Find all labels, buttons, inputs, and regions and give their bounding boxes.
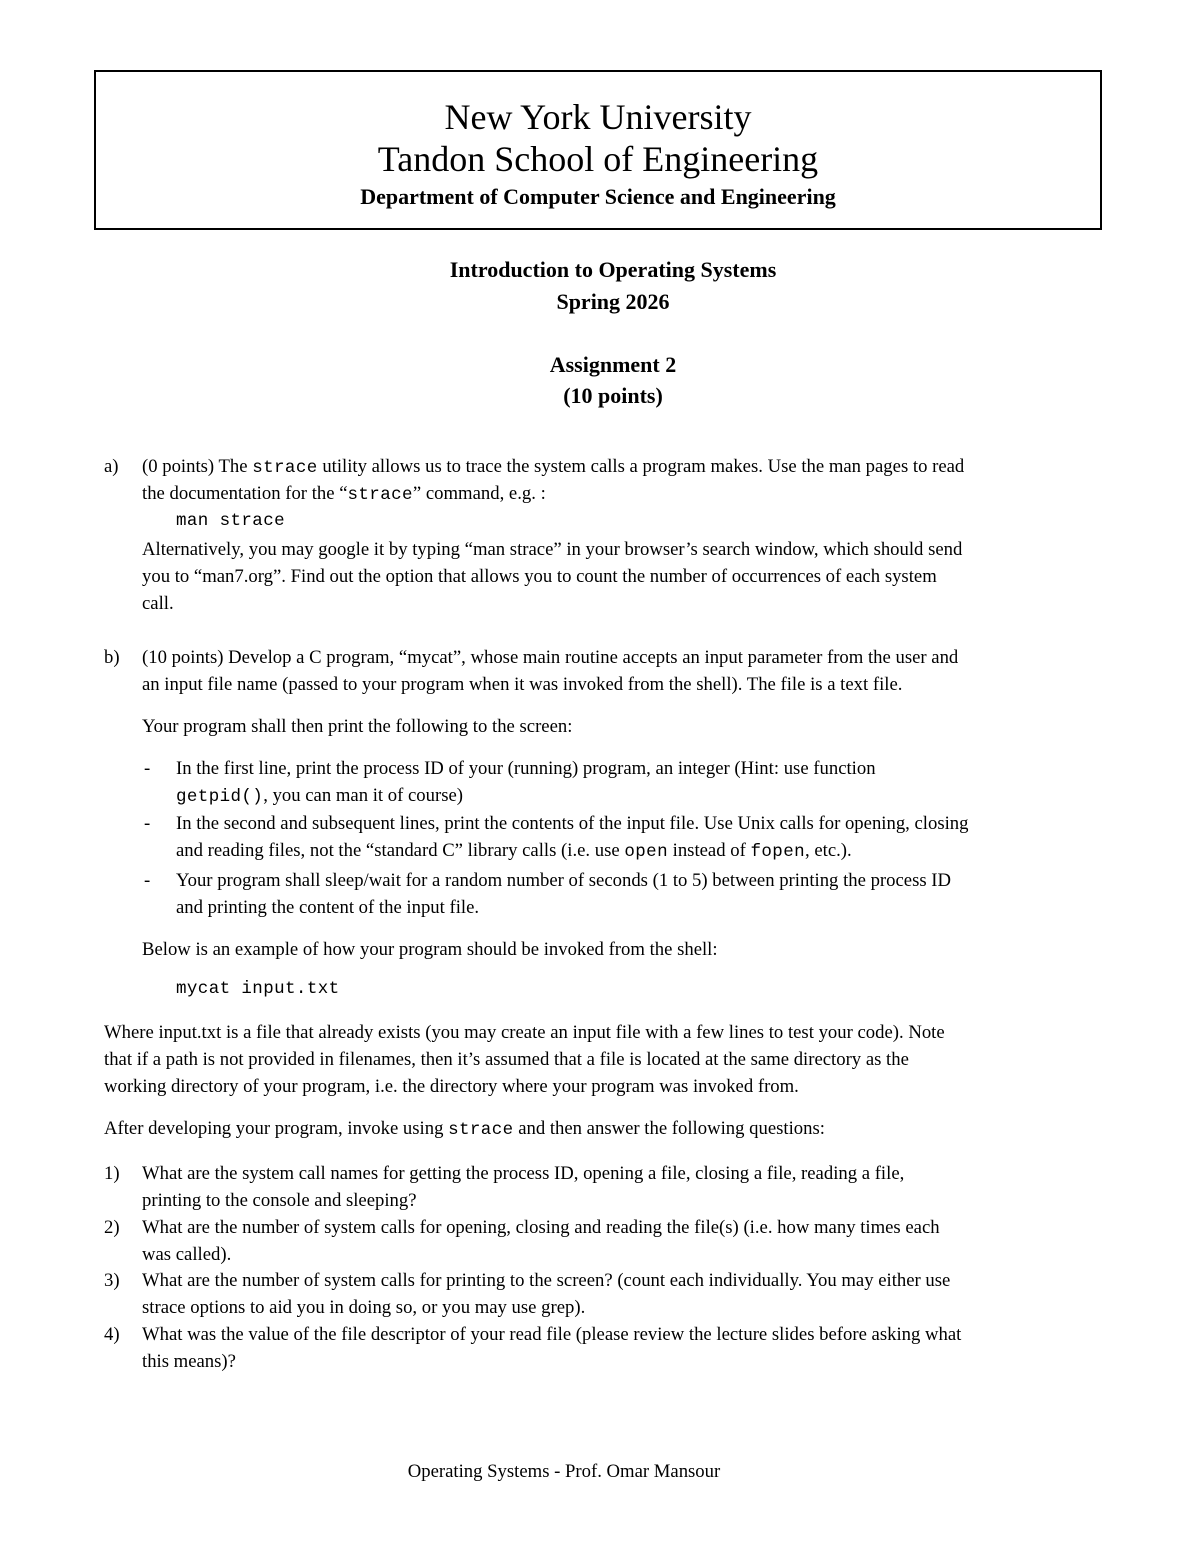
bullet-marker: - <box>144 758 151 779</box>
part-b-intro: Your program shall then print the following to the screen: <box>142 716 573 737</box>
note-line-1: Where input.txt is a file that already exists (you may create an input file with a few lines to test your code). Note <box>104 1022 945 1043</box>
getpid-code: getpid() <box>176 787 264 807</box>
bullet-2-line-2: and reading files, not the “standard C” library calls (i.e. use open instead of fopen, etc.). <box>176 840 852 862</box>
part-b-line-1: (10 points) Develop a C program, “mycat”, whose main routine accepts an input parameter from the user and <box>142 647 959 668</box>
strace-code: strace <box>347 485 413 505</box>
bullet-2-line-1: In the second and subsequent lines, print the contents of the input file. Use Unix calls for opening, closing <box>176 813 969 834</box>
assignment-heading <box>0 349 1200 411</box>
open-code: open <box>624 842 668 862</box>
question-3-line-2: strace options to aid you in doing so, or you may use grep). <box>142 1297 586 1318</box>
question-number: 2) <box>104 1217 120 1238</box>
header-box <box>94 70 1102 230</box>
question-number: 3) <box>104 1270 120 1291</box>
part-a-label: a) <box>104 456 119 477</box>
page-footer: Operating Systems - Prof. Omar Mansour <box>407 1461 721 1482</box>
part-a-line-5: you to “man7.org”. Find out the option that allows you to count the number of occurrences of each system <box>142 566 937 587</box>
part-b-line-2: an input file name (passed to your program when it was invoked from the shell). The file is a text file. <box>142 674 903 695</box>
strace-code: strace <box>448 1120 514 1140</box>
part-a-line-1: (0 points) The strace utility allows us to trace the system calls a program makes. Use the man pages to read <box>142 456 965 478</box>
course-title: Introduction to Operating Systems <box>449 257 777 282</box>
question-3-line-1: What are the number of system calls for printing to the screen? (count each individually. You may either use <box>142 1270 951 1291</box>
question-2-line-1: What are the number of system calls for opening, closing and reading the file(s) (i.e. how many times each <box>142 1217 940 1238</box>
fopen-code: fopen <box>750 842 805 862</box>
bullet-3-line-1: Your program shall sleep/wait for a random number of seconds (1 to 5) between printing the process ID <box>176 870 952 891</box>
part-a-line-2: the documentation for the “strace” command, e.g. : <box>142 483 546 505</box>
part-a-line-6: call. <box>142 593 174 614</box>
course-term: Spring 2026 <box>556 289 670 314</box>
question-4-line-1: What was the value of the file descriptor of your read file (please review the lecture slides before asking what <box>142 1324 962 1345</box>
question-number: 4) <box>104 1324 120 1345</box>
bullet-1-line-1: In the first line, print the process ID of your (running) program, an integer (Hint: use function <box>176 758 876 779</box>
part-a-line-4: Alternatively, you may google it by typing “man strace” in your browser’s search window, which should send <box>142 539 963 560</box>
after-developing-line: After developing your program, invoke using strace and then answer the following questions: <box>104 1118 825 1140</box>
example-command: mycat input.txt <box>176 979 340 999</box>
course-heading <box>0 254 1200 318</box>
question-1-line-2: printing to the console and sleeping? <box>142 1190 417 1211</box>
strace-code: strace <box>252 458 318 478</box>
example-intro: Below is an example of how your program should be invoked from the shell: <box>142 939 718 960</box>
bullet-marker: - <box>144 813 151 834</box>
assignment-points: (10 points) <box>563 383 663 408</box>
bullet-3-line-2: and printing the content of the input file. <box>176 897 480 918</box>
university-name: New York University <box>444 97 752 137</box>
bullet-1-line-2: getpid(), you can man it of course) <box>176 785 464 807</box>
man-strace-command: man strace <box>176 511 286 531</box>
note-line-2: that if a path is not provided in filenames, then it’s assumed that a file is located at the same directory as the <box>104 1049 909 1070</box>
question-number: 1) <box>104 1163 120 1184</box>
assignment-title: Assignment 2 <box>549 352 677 377</box>
question-2-line-2: was called). <box>142 1244 232 1265</box>
part-b-label: b) <box>104 647 120 668</box>
school-name: Tandon School of Engineering <box>377 139 819 179</box>
bullet-marker: - <box>144 870 151 891</box>
note-line-3: working directory of your program, i.e. the directory where your program was invoked from. <box>104 1076 799 1097</box>
department-name: Department of Computer Science and Engineering <box>360 184 836 209</box>
question-4-line-2: this means)? <box>142 1351 236 1372</box>
question-1-line-1: What are the system call names for getting the process ID, opening a file, closing a file, reading a file, <box>142 1163 905 1184</box>
